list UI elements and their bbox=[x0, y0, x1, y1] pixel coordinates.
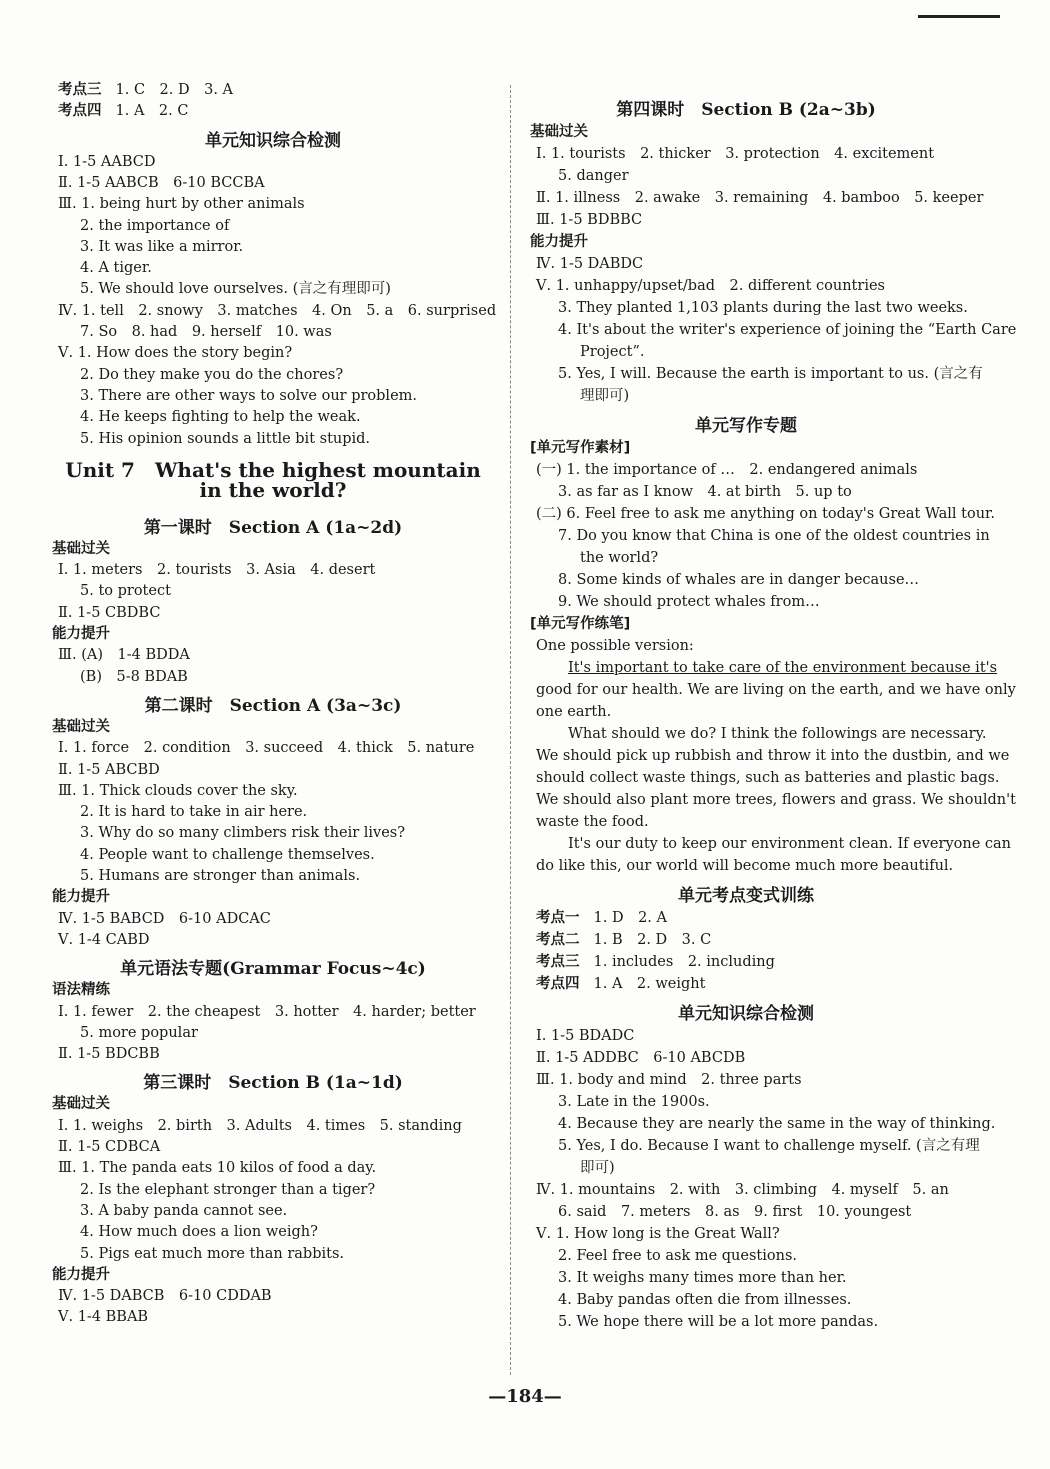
essay-paragraph-start: It's important to take care of the environment because it's bbox=[568, 660, 998, 676]
section-title: 第一课时 Section A (1a~2d) bbox=[143, 517, 403, 538]
answer-line: Ⅳ. 1-5 BABCD 6-10 ADCAC bbox=[58, 910, 271, 927]
answer-line: Ⅱ. 1-5 ADDBC 6-10 ABCDB bbox=[536, 1050, 746, 1066]
section-title: 第四课时 Section B (2a~3b) bbox=[616, 100, 876, 120]
subsection-heading: 能力提升 bbox=[52, 1266, 110, 1283]
answer-line: 即可) bbox=[580, 1160, 615, 1176]
answer-line: 5. Yes, I will. Because the earth is important to us. (言之有 bbox=[558, 366, 983, 382]
exam-point-label: 考点三 bbox=[536, 954, 580, 970]
answer-line: Ⅱ. 1. illness 2. awake 3. remaining 4. bamboo 5. keeper bbox=[536, 190, 984, 206]
answer-line: Ⅰ. 1-5 BDADC bbox=[536, 1028, 635, 1044]
answer-line: Ⅰ. 1. weighs 2. birth 3. Adults 4. times 5. standing bbox=[58, 1117, 462, 1134]
answer-line: 5. to protect bbox=[80, 583, 171, 600]
essay-paragraph-start: It's our duty to keep our environment clean. If everyone can bbox=[568, 836, 1012, 852]
subsection-heading: 能力提升 bbox=[52, 626, 110, 642]
answer-line: 4. Baby pandas often die from illnesses. bbox=[558, 1292, 852, 1308]
answer-line: We should pick up rubbish and throw it into the dustbin, and we bbox=[536, 748, 1010, 764]
unit-title: Unit 7 What's the highest mountain bbox=[65, 457, 481, 482]
subsection-heading: 基础过关 bbox=[530, 124, 588, 140]
section-title: 单元写作专题 bbox=[695, 416, 797, 436]
exam-point-text: 1. D 2. A bbox=[593, 910, 667, 926]
answer-line: Ⅱ. 1-5 CBDBC bbox=[58, 604, 161, 621]
answer-line: 5. more popular bbox=[80, 1024, 198, 1041]
answer-line: do like this, our world will become much more beautiful. bbox=[536, 858, 954, 874]
answer-line: 5. Yes, I do. Because I want to challenge myself. (言之有理 bbox=[558, 1138, 980, 1154]
answer-line: 5. His opinion sounds a little bit stupid. bbox=[80, 430, 371, 447]
column-divider bbox=[510, 85, 511, 1375]
subsection-heading: 基础过关 bbox=[52, 718, 110, 735]
answer-line: 7. Do you know that China is one of the oldest countries in bbox=[558, 528, 990, 544]
section-title: 第三课时 Section B (1a~1d) bbox=[143, 1073, 403, 1094]
subsection-heading: 能力提升 bbox=[530, 234, 588, 250]
answer-line: Ⅰ. 1. meters 2. tourists 3. Asia 4. desert bbox=[58, 562, 376, 579]
essay-paragraph-start: What should we do? I think the followings are necessary. bbox=[568, 726, 987, 742]
answer-line: One possible version: bbox=[536, 638, 694, 654]
answer-line: 5. Humans are stronger than animals. bbox=[80, 868, 361, 884]
exam-point-text: 1. includes 2. including bbox=[593, 954, 775, 970]
exam-point-answer bbox=[58, 101, 188, 121]
exam-point-text: 1. A 2. C bbox=[115, 103, 189, 120]
section-title: 单元知识综合检测 bbox=[205, 130, 341, 151]
answer-line: 3. It weighs many times more than her. bbox=[558, 1270, 847, 1286]
exam-point-text: 1. B 2. D 3. C bbox=[593, 932, 712, 948]
header-rule bbox=[918, 15, 1000, 18]
answer-line: should collect waste things, such as batteries and plastic bags. bbox=[536, 770, 1000, 786]
answer-line: Ⅰ. 1-5 AABCD bbox=[58, 153, 156, 170]
answer-line: 3. It was like a mirror. bbox=[80, 238, 244, 255]
answer-line: Ⅳ. 1. tell 2. snowy 3. matches 4. On 5. a 6. surprised bbox=[58, 302, 497, 319]
answer-line: Ⅰ. 1. force 2. condition 3. succeed 4. thick 5. nature bbox=[58, 740, 475, 757]
answer-line: 4. People want to challenge themselves. bbox=[80, 846, 375, 863]
exam-point-label: 考点三 bbox=[58, 82, 102, 98]
answer-line: 2. It is hard to take in air here. bbox=[80, 804, 308, 821]
answer-line: Ⅴ. 1-4 CABD bbox=[58, 931, 150, 948]
answer-line: 5. We should love ourselves. (言之有理即可) bbox=[80, 281, 391, 298]
answer-line: Ⅳ. 1-5 DABDC bbox=[536, 256, 644, 272]
exam-point-label: 考点一 bbox=[536, 910, 580, 926]
subsection-heading: 能力提升 bbox=[52, 889, 110, 906]
answer-line: Ⅱ. 1-5 CDBCA bbox=[58, 1139, 161, 1155]
answer-line: 3. Why do so many climbers risk their lives? bbox=[80, 825, 406, 842]
section-title: 单元考点变式训练 bbox=[678, 886, 814, 906]
exam-point-answer bbox=[536, 930, 711, 950]
answer-line: 5. danger bbox=[558, 168, 629, 184]
exam-point-answer bbox=[536, 908, 667, 928]
answer-line: 2. Feel free to ask me questions. bbox=[558, 1248, 798, 1264]
answer-line: 4. A tiger. bbox=[80, 260, 152, 277]
subsection-heading: [单元写作素材] bbox=[530, 440, 631, 456]
subsection-heading: 基础过关 bbox=[52, 1096, 110, 1113]
page-number: —184— bbox=[488, 1386, 562, 1407]
answer-line: Ⅴ. 1. unhappy/upset/bad 2. different countries bbox=[536, 278, 885, 294]
answer-line: 4. He keeps fighting to help the weak. bbox=[80, 409, 361, 426]
exam-point-answer bbox=[58, 80, 233, 100]
answer-line: (二) 6. Feel free to ask me anything on today's Great Wall tour. bbox=[536, 506, 995, 522]
answer-line: We should also plant more trees, flowers and grass. We shouldn't bbox=[536, 792, 1016, 808]
answer-line: 3. They planted 1,103 plants during the last two weeks. bbox=[558, 300, 968, 316]
exam-point-answer bbox=[536, 952, 775, 972]
section-title: 单元知识综合检测 bbox=[678, 1004, 814, 1024]
answer-line: Ⅱ. 1-5 ABCBD bbox=[58, 761, 160, 778]
answer-line: 3. Late in the 1900s. bbox=[558, 1094, 710, 1110]
answer-line: 3. A baby panda cannot see. bbox=[80, 1202, 288, 1219]
answer-line: the world? bbox=[580, 550, 659, 566]
answer-line: good for our health. We are living on the earth, and we have only bbox=[536, 682, 1016, 698]
exam-point-label: 考点四 bbox=[536, 976, 580, 992]
answer-line: 5. Pigs eat much more than rabbits. bbox=[80, 1245, 345, 1262]
answer-line: 9. We should protect whales from… bbox=[558, 594, 820, 610]
answer-line: 2. the importance of bbox=[80, 217, 230, 234]
answer-line: Ⅲ. (A) 1-4 BDDA bbox=[58, 647, 190, 664]
subsection-heading: 语法精练 bbox=[52, 982, 110, 999]
exam-point-label: 考点二 bbox=[536, 932, 580, 948]
answer-line: 7. So 8. had 9. herself 10. was bbox=[80, 324, 332, 340]
answer-line: Ⅳ. 1. mountains 2. with 3. climbing 4. myself 5. an bbox=[536, 1182, 949, 1198]
exam-point-text: 1. C 2. D 3. A bbox=[115, 82, 234, 98]
answer-line: (B) 5-8 BDAB bbox=[80, 668, 188, 685]
answer-line: 4. Because they are nearly the same in the way of thinking. bbox=[558, 1116, 996, 1132]
answer-line: Ⅴ. 1. How does the story begin? bbox=[58, 345, 293, 362]
exam-point-text: 1. A 2. weight bbox=[593, 976, 706, 992]
answer-line: 6. said 7. meters 8. as 9. first 10. youngest bbox=[558, 1204, 912, 1220]
answer-line: Ⅰ. 1. fewer 2. the cheapest 3. hotter 4. harder; better bbox=[58, 1003, 476, 1020]
answer-line: Project”. bbox=[580, 344, 645, 360]
answer-line: (一) 1. the importance of … 2. endangered animals bbox=[536, 462, 918, 478]
answer-line: Ⅳ. 1-5 DABCB 6-10 CDDAB bbox=[58, 1288, 272, 1305]
unit-title: in the world? bbox=[199, 477, 347, 502]
answer-line: Ⅱ. 1-5 BDCBB bbox=[58, 1046, 160, 1063]
answer-line: Ⅲ. 1. being hurt by other animals bbox=[58, 196, 305, 213]
answer-line: Ⅲ. 1-5 BDBBC bbox=[536, 212, 643, 228]
exam-point-label: 考点四 bbox=[58, 103, 102, 120]
answer-line: 8. Some kinds of whales are in danger because… bbox=[558, 572, 920, 588]
answer-line: Ⅴ. 1-4 BBAB bbox=[58, 1309, 149, 1326]
section-title: 第二课时 Section A (3a~3c) bbox=[144, 695, 402, 716]
answer-line: waste the food. bbox=[536, 814, 649, 830]
answer-line: Ⅰ. 1. tourists 2. thicker 3. protection 4. excitement bbox=[536, 146, 935, 162]
answer-line: 理即可) bbox=[580, 388, 630, 404]
exam-point-answer bbox=[536, 974, 705, 994]
answer-line: 5. We hope there will be a lot more pandas. bbox=[558, 1314, 879, 1330]
answer-line: Ⅲ. 1. The panda eats 10 kilos of food a day. bbox=[58, 1160, 377, 1177]
answer-line: 4. How much does a lion weigh? bbox=[80, 1224, 318, 1241]
answer-line: one earth. bbox=[536, 704, 612, 720]
answer-line: Ⅴ. 1. How long is the Great Wall? bbox=[536, 1226, 780, 1242]
answer-line: Ⅲ. 1. body and mind 2. three parts bbox=[536, 1072, 802, 1088]
answer-line: 2. Is the elephant stronger than a tiger? bbox=[80, 1181, 376, 1198]
answer-line: 3. There are other ways to solve our problem. bbox=[80, 387, 418, 404]
section-title: 单元语法专题(Grammar Focus~4c) bbox=[120, 959, 426, 980]
answer-line: 4. It's about the writer's experience of joining the “Earth Care bbox=[558, 322, 1017, 338]
answer-line: 3. as far as I know 4. at birth 5. up to bbox=[558, 484, 852, 500]
subsection-heading: 基础过关 bbox=[52, 540, 110, 557]
answer-line: Ⅱ. 1-5 AABCB 6-10 BCCBA bbox=[58, 174, 265, 191]
answer-line: Ⅲ. 1. Thick clouds cover the sky. bbox=[58, 782, 298, 799]
subsection-heading: [单元写作练笔] bbox=[530, 616, 631, 632]
answer-line: 2. Do they make you do the chores? bbox=[80, 366, 344, 383]
